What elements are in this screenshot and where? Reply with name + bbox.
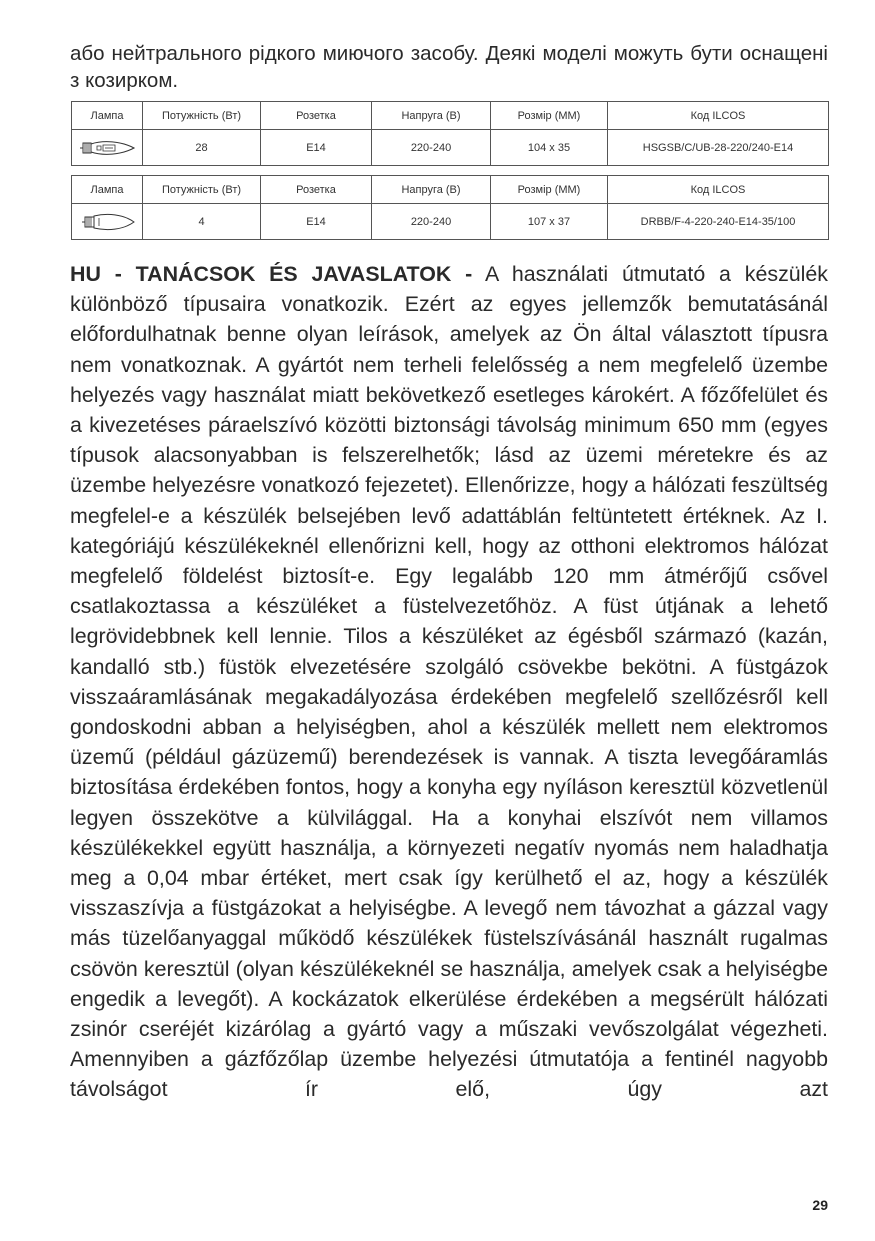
lamp-spec-table-1 (71, 101, 829, 166)
voltage-cell: 220-240 (372, 204, 491, 240)
section-body-text: A használati útmutató a készülék különböző típusaira vonatkozik. Ezért az egyes jellemzők bemutatásánál előfordulhatnak benne olyan leírások, amelyek az Ön által választott típusra nem vonatkoznak. A gyártót nem terheli felelősség a nem megfelelő üzembe helyezés vagy használat miatt bekövetkező esetleges károkért. A főzőfelület és a kivezetéses páraelszívó közötti biztonsági távolság minimum 650 mm (egyes típusok alacsonyabban is felszerelhetők; lásd az üzemi méretekre és az üzembe helyezésre vonatkozó fejezetet). Ellenőrizze, hogy a hálózati feszültség megfelel-e a készülék belsejében levő adattáblán feltüntetett értéknek. Az I. kategóriájú készülékeknél ellenőrizni kell, hogy az otthoni elektromos hálózat megfelelő földelést biztosít-e. Egy legalább 120 mm átmérőjű csővel csatlakoztassa a készüléket a füstelvezetőhöz. A füst útjának a lehető legrövidebbnek kell lennie. Tilos a készüléket az égésből származó (kazán, kandalló stb.) füstök elvezetésére szolgáló csövekbe bekötni. A füstgázok visszaáramlásának megakadályozása érdekében megfelelő szellőzésről kell gondoskodni abban a helyiségben, ahol a készülék mellett nem elektromos üzemű (például gázüzemű) berendezések is vannak. A tiszta levegőáramlás biztosítása érdekében fontos, hogy a konyha egy nyíláson keresztül közvetlenül legyen összekötve a külvilággal. Ha a konyhai elszívót nem villamos készülékekkel együtt használja, a környezeti negatív nyomás nem haladhatja meg a 0,04 mbar értéket, mert csak így kerülhető el az, hogy a készülék visszaszívja a füstgázokat a helyiségbe. A levegő nem távozhat a gázzal vagy más tüzelőanyaggal működő készülékek füstelszívásánál használt rugalmas csövön keresztül (olyan készülékeknél se használja, amelyek csak a helyiségbe engedik a levegőt). A kockázatok elkerülése érdekében a megsérült hálózati zsinór cseréjét kizárólag a gyártó vagy a műszaki vevőszolgálat végezheti. Amennyiben a gázfőzőlap üzembe helyezési útmutatója a fentinél nagyobb távolságot ír elő, úgy azt (70, 262, 829, 1102)
power-cell: 4 (143, 204, 261, 240)
table-row (72, 204, 829, 240)
section-heading: HU - TANÁCSOK ÉS JAVASLATOK - (70, 262, 473, 286)
socket-cell: E14 (261, 130, 372, 166)
column-header-lamp: Лампа (72, 102, 143, 130)
column-header-ilcos: Код ILCOS (608, 102, 829, 130)
size-cell: 104 x 35 (491, 130, 608, 166)
led-candle-bulb-icon (72, 204, 143, 240)
column-header-lamp: Лампа (72, 176, 143, 204)
column-header-size: Розмір (ММ) (491, 102, 608, 130)
ilcos-code-cell: HSGSB/C/UB-28-220/240-E14 (608, 130, 829, 166)
table-header-row (72, 176, 829, 204)
column-header-size: Розмір (ММ) (491, 176, 608, 204)
column-header-power: Потужність (Вт) (143, 176, 261, 204)
column-header-ilcos: Код ILCOS (608, 176, 829, 204)
column-header-voltage: Напруга (В) (372, 176, 491, 204)
halogen-candle-bulb-icon (72, 130, 143, 166)
column-header-voltage: Напруга (В) (372, 102, 491, 130)
page-number: 29 (812, 1197, 828, 1213)
socket-cell: E14 (261, 204, 372, 240)
table-row (72, 130, 829, 166)
voltage-cell: 220-240 (372, 130, 491, 166)
column-header-socket: Розетка (261, 102, 372, 130)
lamp-spec-table-2 (71, 175, 829, 240)
column-header-socket: Розетка (261, 176, 372, 204)
column-header-power: Потужність (Вт) (143, 102, 261, 130)
size-cell: 107 x 37 (491, 204, 608, 240)
table-header-row (72, 102, 829, 130)
hu-safety-paragraph (70, 259, 828, 1105)
ilcos-code-cell: DRBB/F-4-220-240-E14-35/100 (608, 204, 829, 240)
intro-paragraph: або нейтрального рідкого миючого засобу. Деякі моделі можуть бути оснащені з козирком. (70, 42, 828, 92)
power-cell: 28 (143, 130, 261, 166)
